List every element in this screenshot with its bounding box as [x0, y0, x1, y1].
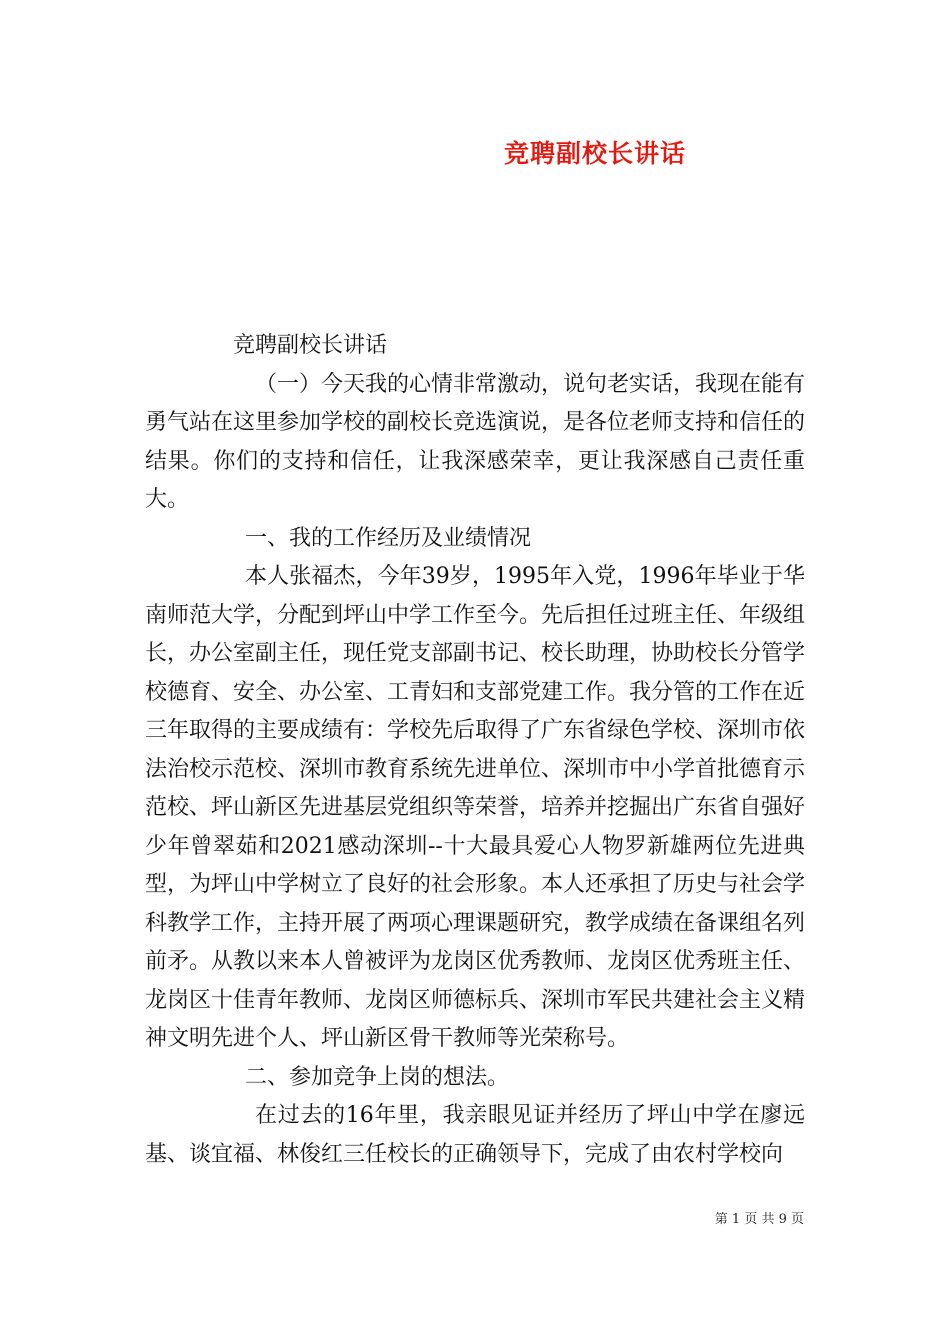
document-title: 竞聘副校长讲话	[503, 139, 686, 168]
document-subtitle: 竞聘副校长讲话	[233, 333, 388, 358]
paragraph-thoughts: 在过去的16年里，我亲眼见证并经历了坪山中学在廖远基、谈宜福、林俊红三任校长的正确领导下，完成了由农村学校向	[145, 1103, 805, 1167]
page-number: 第 1 页 共 9 页	[714, 1212, 804, 1227]
paragraph-intro: （一）今天我的心情非常激动，说句老实话，我现在能有勇气站在这里参加学校的副校长竞选演说，是各位老师支持和信任的结果。你们的支持和信任，让我深感荣幸，更让我深感自己责任重大。	[145, 371, 806, 512]
section-heading-1: 一、我的工作经历及业绩情况	[245, 525, 532, 551]
document-body	[145, 327, 805, 1174]
section-heading-2: 二、参加竞争上岗的想法。	[245, 1064, 510, 1090]
paragraph-experience: 本人张福杰，今年39岁，1995年入党，1996年毕业于华南师范大学，分配到坪山中学工作至今。先后担任过班主任、年级组长，办公室副主任，现任党支部副书记、校长助理，协助校长分管学校德育、安全、办公室、工青妇和支部党建工作。我分管的工作在近三年取得的主要成绩有：学校先后取得了广东省绿色学校、深圳市依法治校示范校、深圳市教育系统先进单位、深圳市中小学首批德育示范校、坪山新区先进基层党组织等荣誉，培养并挖掘出广东省自强好少年曾翠茹和2021感动深圳--十大最具爱心人物罗新雄两位先进典型，为坪山中学树立了良好的社会形象。本人还承担了历史与社会学科教学工作，主持开展了两项心理课题研究，教学成绩在备课组名列前矛。从教以来本人曾被评为龙岗区优秀教师、龙岗区优秀班主任、龙岗区十佳青年教师、龙岗区师德标兵、深圳市军民共建社会主义精神文明先进个人、坪山新区骨干教师等光荣称号。	[145, 564, 806, 1051]
